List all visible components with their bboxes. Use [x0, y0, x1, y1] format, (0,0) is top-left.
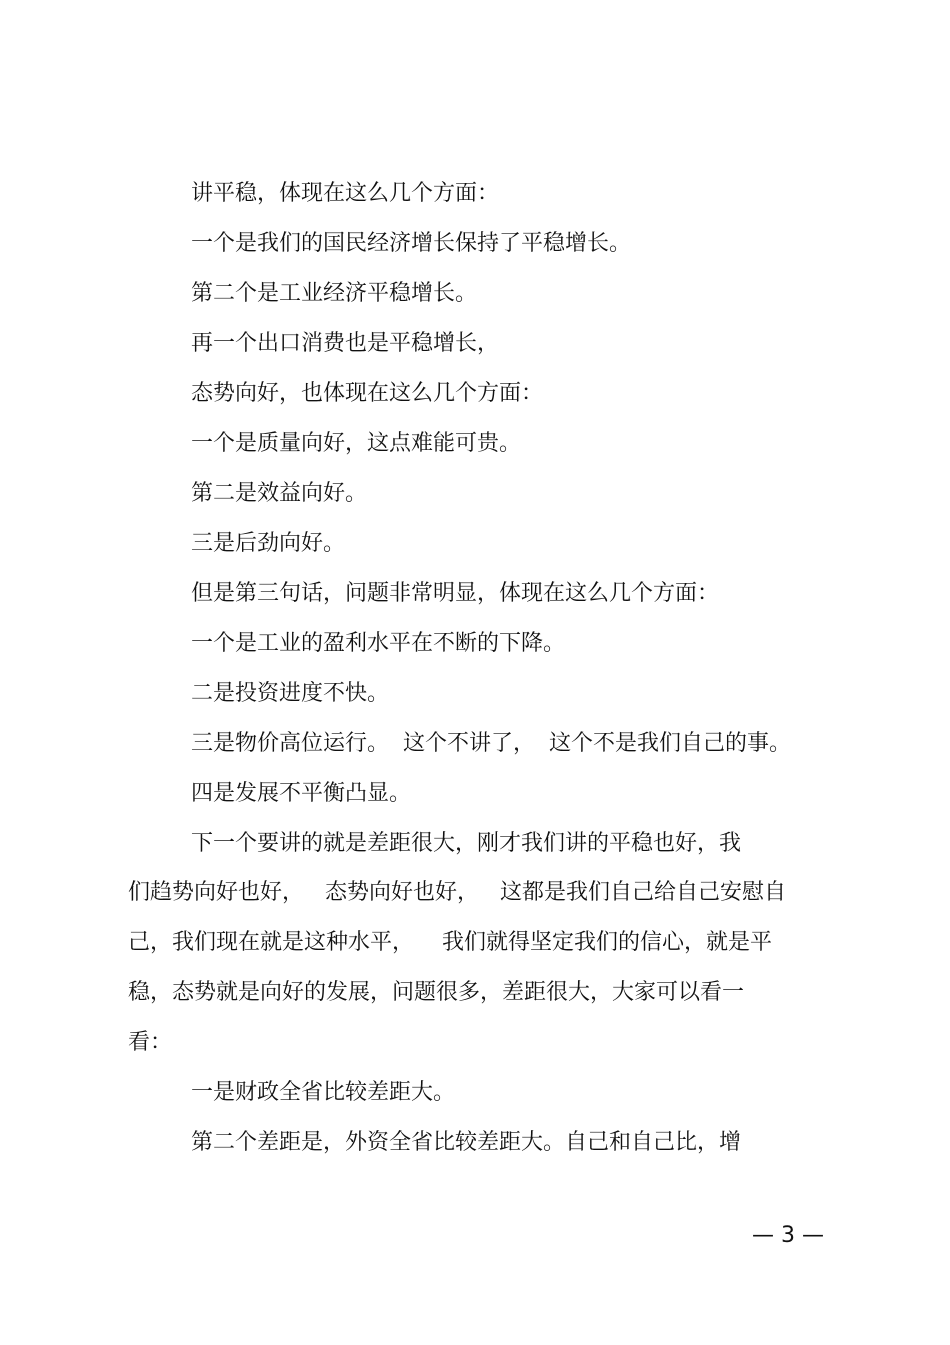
paragraph-line: 第二是效益向好。	[191, 481, 368, 506]
paragraph-line: 二是投资进度不快。	[191, 681, 390, 706]
paragraph-line: 看：	[128, 1030, 173, 1055]
paragraph-line: 三是后劲向好。	[191, 531, 346, 556]
paragraph-line: 下一个要讲的就是差距很大，刚才我们讲的平稳也好，我	[191, 831, 742, 856]
paragraph-line: 但是第三句话，问题非常明显，体现在这么几个方面：	[191, 581, 720, 606]
paragraph-line: 一个是质量向好，这点难能可贵。	[191, 431, 522, 456]
paragraph-line: 己，我们现在就是这种水平， 我们就得坚定我们的信心，就是平	[128, 930, 772, 955]
paragraph-line: 第二个差距是，外资全省比较差距大。自己和自己比，增	[191, 1130, 742, 1155]
paragraph-line: 再一个出口消费也是平稳增长，	[191, 331, 500, 356]
paragraph-line: 讲平稳，体现在这么几个方面：	[191, 181, 500, 206]
paragraph-line: 三是物价高位运行。 这个不讲了， 这个不是我们自己的事。	[191, 731, 791, 756]
paragraph-line: 第二个是工业经济平稳增长。	[191, 281, 478, 306]
paragraph-line: 一个是工业的盈利水平在不断的下降。	[191, 631, 566, 656]
paragraph-line: 稳，态势就是向好的发展，问题很多，差距很大，大家可以看一	[128, 980, 745, 1005]
paragraph-line: 态势向好，也体现在这么几个方面：	[191, 381, 544, 406]
paragraph-line: 一是财政全省比较差距大。	[191, 1080, 456, 1105]
paragraph-line: 们趋势向好也好， 态势向好也好， 这都是我们自己给自己安慰自	[128, 880, 786, 905]
page-number: — 3 —	[752, 1223, 824, 1248]
paragraph-line: 四是发展不平衡凸显。	[191, 781, 412, 806]
paragraph-line: 一个是我们的国民经济增长保持了平稳增长。	[191, 231, 632, 256]
